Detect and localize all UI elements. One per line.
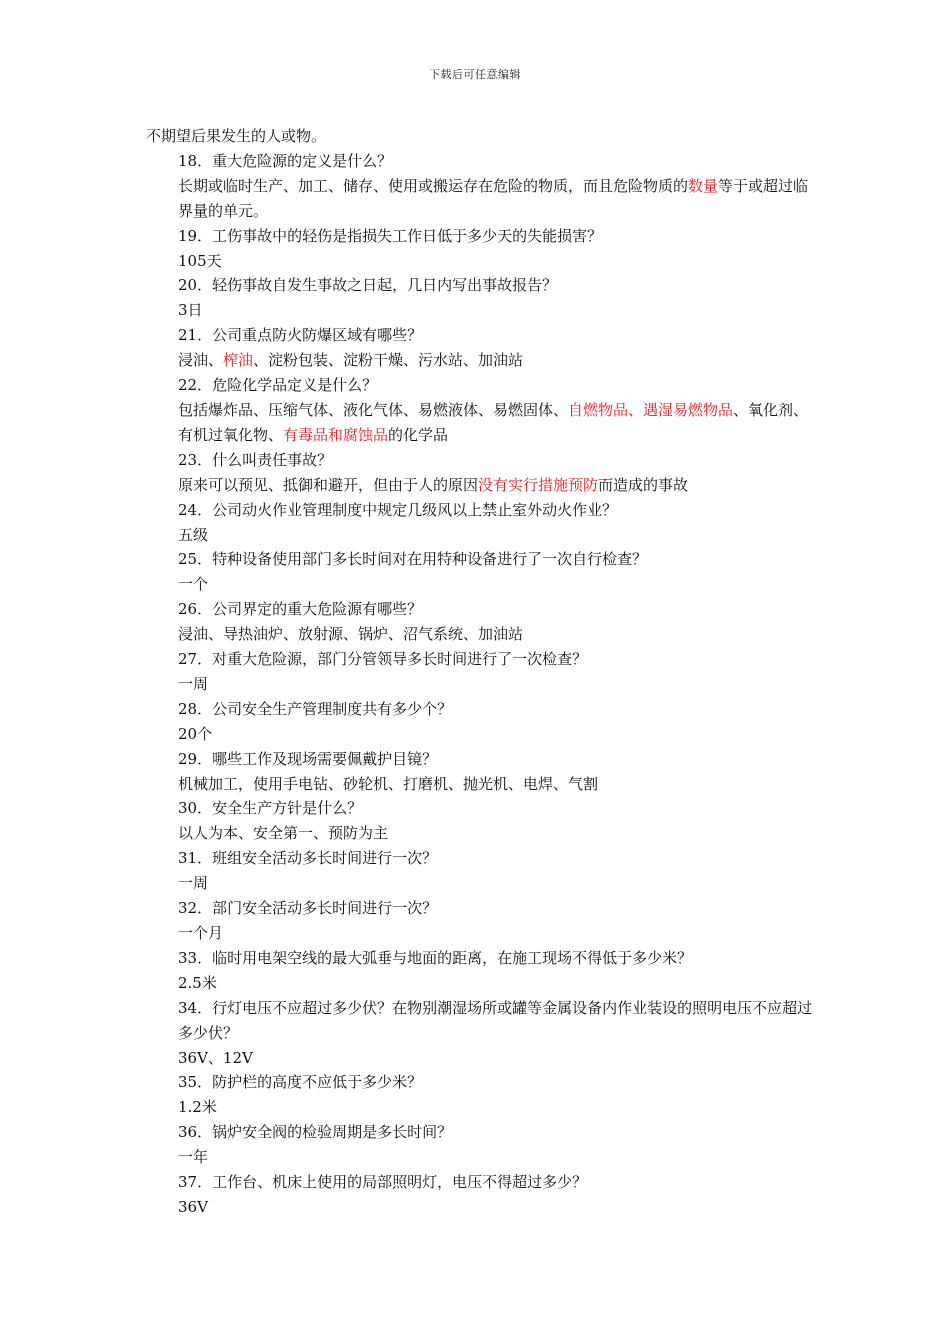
text-segment: 33．临时用电架空线的最大弧垂与地面的距离，在施工现场不得低于多少米？ — [178, 948, 693, 967]
document-body — [146, 124, 814, 1220]
text-segment: 36．锅炉安全阀的检验周期是多长时间？ — [178, 1123, 453, 1142]
paragraph-line — [146, 772, 814, 797]
text-segment: 24．公司动火作业管理制度中规定几级风以上禁止室外动火作业？ — [178, 500, 618, 519]
paragraph-line — [146, 821, 814, 846]
text-segment: 35．防护栏的高度不应低于多少米？ — [178, 1073, 423, 1092]
text-segment: 、淀粉包装、淀粉干燥、污水站、加油站 — [253, 351, 524, 370]
text-segment: 2.5米 — [178, 973, 217, 992]
text-segment: 20个 — [178, 724, 213, 743]
text-segment: 20．轻伤事故自发生事故之日起，几日内写出事故报告？ — [178, 276, 558, 295]
text-segment: 1.2米 — [178, 1098, 217, 1117]
paragraph-line — [146, 896, 814, 921]
highlighted-text: 数量 — [688, 176, 719, 195]
paragraph-line — [146, 971, 814, 996]
text-segment: 不期望后果发生的人或物。 — [146, 127, 327, 145]
paragraph-line — [146, 373, 814, 398]
text-segment: 浸油、 — [178, 351, 224, 370]
text-segment: 而造成的事故 — [598, 475, 689, 494]
text-segment: 以人为本、安全第一、预防为主 — [178, 824, 389, 843]
text-segment: 23．什么叫责任事故？ — [178, 450, 333, 469]
text-segment: 32．部门安全活动多长时间进行一次？ — [178, 899, 438, 918]
text-segment: 25．特种设备使用部门多长时间对在用特种设备进行了一次自行检查？ — [178, 550, 648, 569]
paragraph-line — [146, 348, 814, 373]
text-segment: 一年 — [178, 1148, 209, 1167]
paragraph-line — [146, 149, 814, 174]
text-segment: 34．行灯电压不应超过多少伏？在物别潮湿场所或罐等金属设备内作业装设的照明电压不应超过多少伏？ — [178, 998, 813, 1042]
text-segment: 、氧化剂、有机过氧化物、 — [178, 400, 809, 444]
paragraph-line — [146, 523, 814, 548]
text-segment: 原来可以预见、抵御和避开，但由于人的原因 — [178, 475, 479, 494]
paragraph-line — [146, 996, 814, 1046]
paragraph-line — [146, 722, 814, 747]
text-segment: 机械加工，使用手电钻、砂轮机、打磨机、抛光机、电焊、气割 — [178, 774, 599, 793]
text-segment: 18．重大危险源的定义是什么？ — [178, 151, 393, 170]
paragraph-line — [146, 1095, 814, 1120]
paragraph-line — [146, 547, 814, 572]
paragraph-line — [146, 622, 814, 647]
paragraph-line — [146, 249, 814, 274]
paragraph-line — [146, 473, 814, 498]
text-segment: 28．公司安全生产管理制度共有多少个？ — [178, 699, 453, 718]
text-segment: 36V、12V — [178, 1048, 253, 1067]
page-header: 下载后可任意编辑 — [429, 68, 521, 81]
text-segment: 37．工作台、机床上使用的局部照明灯，电压不得超过多少？ — [178, 1173, 588, 1192]
paragraph-line — [146, 697, 814, 722]
paragraph-line — [146, 1170, 814, 1195]
text-segment: 22．危险化学品定义是什么？ — [178, 376, 378, 395]
text-segment: 105天 — [178, 251, 222, 270]
highlighted-text: 有毒品和腐蚀品 — [283, 425, 389, 444]
text-segment: 27．对重大危险源，部门分管领导多长时间进行了一次检查？ — [178, 650, 588, 669]
paragraph-line — [146, 796, 814, 821]
text-segment: 一个 — [178, 575, 209, 594]
text-segment: 26．公司界定的重大危险源有哪些？ — [178, 600, 423, 619]
paragraph-line — [146, 398, 814, 448]
text-segment: 一周 — [178, 674, 209, 693]
paragraph-line — [146, 1070, 814, 1095]
paragraph-line — [146, 298, 814, 323]
text-segment: 的化学品 — [388, 425, 449, 444]
paragraph-line — [146, 1195, 814, 1220]
paragraph-line — [146, 273, 814, 298]
paragraph-line — [146, 1120, 814, 1145]
text-segment: 19．工伤事故中的轻伤是指损失工作日低于多少天的失能损害？ — [178, 226, 603, 245]
text-segment: 30．安全生产方针是什么？ — [178, 799, 363, 818]
paragraph-line — [146, 597, 814, 622]
paragraph-line — [146, 1145, 814, 1170]
text-segment: 31．班组安全活动多长时间进行一次？ — [178, 849, 438, 868]
paragraph-line — [146, 647, 814, 672]
paragraph-line — [146, 946, 814, 971]
paragraph-line — [146, 572, 814, 597]
text-segment: 3日 — [178, 301, 203, 320]
text-segment: 等于或超过临界量的单元。 — [178, 176, 809, 220]
paragraph-line — [146, 124, 814, 149]
paragraph-line — [146, 448, 814, 473]
text-segment: 五级 — [178, 525, 209, 544]
paragraph-line — [146, 846, 814, 871]
paragraph-line — [146, 747, 814, 772]
paragraph-line — [146, 921, 814, 946]
text-segment: 包括爆炸品、压缩气体、液化气体、易燃液体、易燃固体、 — [178, 400, 569, 419]
text-segment: 长期或临时生产、加工、储存、使用或搬运存在危险的物质，而且危险物质的 — [178, 176, 689, 195]
paragraph-line — [146, 224, 814, 249]
paragraph-line — [146, 871, 814, 896]
text-segment: 一个月 — [178, 924, 224, 942]
paragraph-line — [146, 1046, 814, 1071]
paragraph-line — [146, 672, 814, 697]
text-segment: 29．哪些工作及现场需要佩戴护目镜？ — [178, 749, 438, 768]
paragraph-line — [146, 323, 814, 348]
highlighted-text: 自燃物品、遇湿易燃物品 — [568, 400, 734, 419]
paragraph-line — [146, 498, 814, 523]
text-segment: 一周 — [178, 874, 209, 893]
highlighted-text: 榨油 — [223, 351, 254, 370]
highlighted-text: 没有实行措施预防 — [478, 475, 599, 494]
paragraph-line — [146, 174, 814, 224]
text-segment: 浸油、导热油炉、放射源、锅炉、沼气系统、加油站 — [178, 625, 524, 644]
text-segment: 21．公司重点防火防爆区域有哪些？ — [178, 326, 423, 345]
text-segment: 36V — [178, 1197, 208, 1216]
